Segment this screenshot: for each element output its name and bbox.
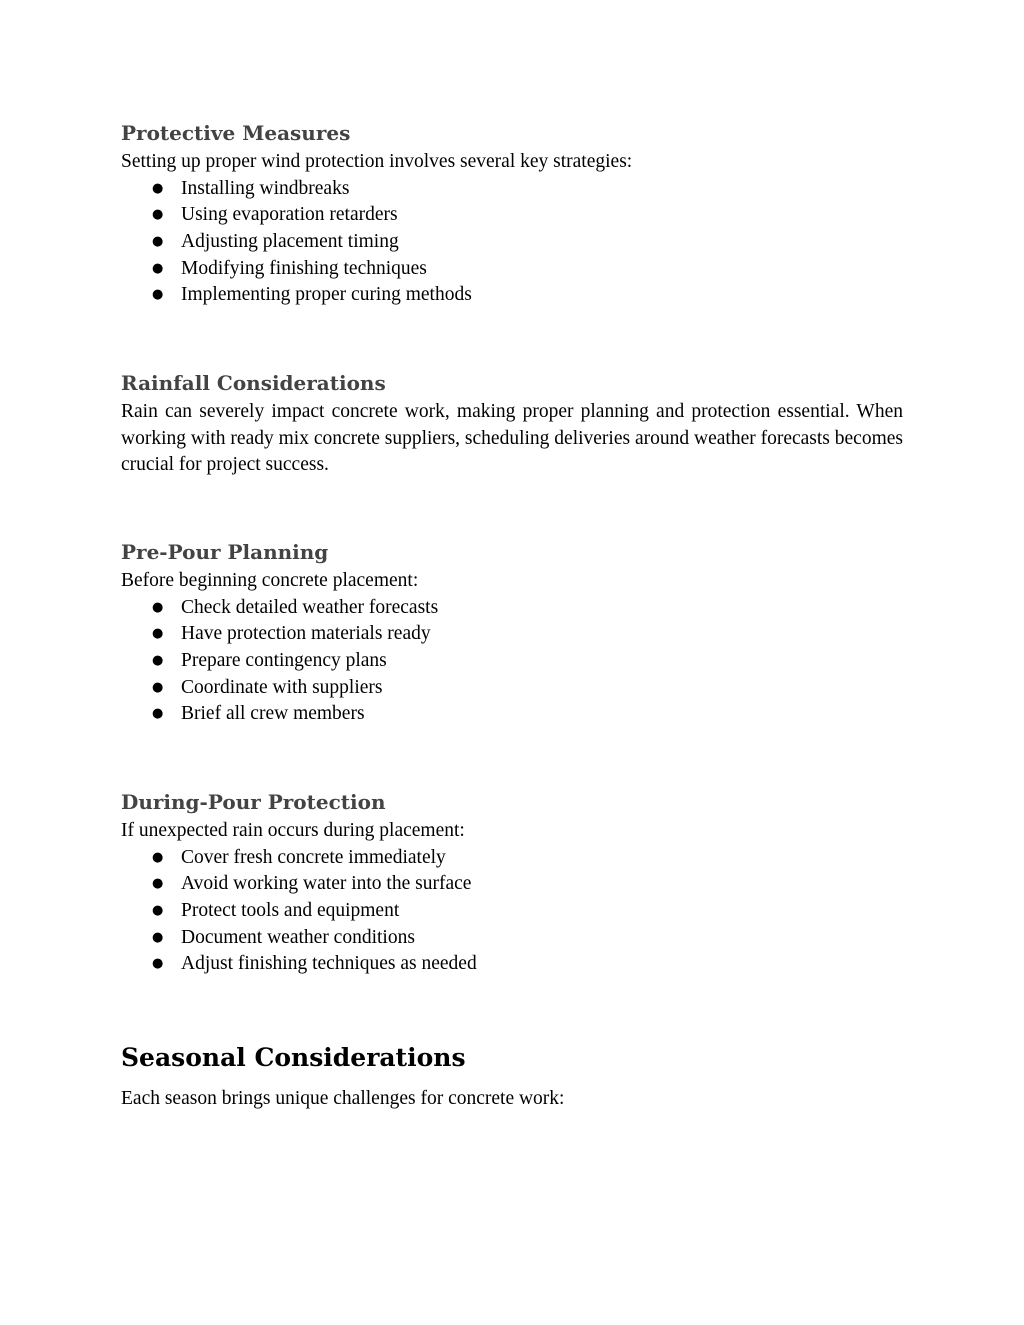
list-item-text: Modifying finishing techniques <box>181 257 427 279</box>
section-heading: Seasonal Considerations <box>121 1043 466 1072</box>
list-item-text: Coordinate with suppliers <box>181 676 383 698</box>
list-item <box>121 282 903 309</box>
list-item-text: Installing windbreaks <box>181 177 350 199</box>
section-intro: If unexpected rain occurs during placement: <box>121 820 465 841</box>
list-item <box>121 925 903 952</box>
bullet-list <box>121 595 903 729</box>
bullet-icon: ● <box>152 929 164 945</box>
list-item-text: Implementing proper curing methods <box>181 284 472 306</box>
list-item <box>121 595 903 622</box>
list-item-text: Using evaporation retarders <box>181 204 398 226</box>
bullet-icon: ● <box>152 233 164 249</box>
list-item <box>121 621 903 648</box>
list-item-text: Adjust finishing techniques as needed <box>181 953 477 975</box>
bullet-icon: ● <box>152 956 164 972</box>
bullet-list <box>121 176 903 310</box>
bullet-icon: ● <box>152 652 164 668</box>
bullet-icon: ● <box>152 287 164 303</box>
list-item <box>121 701 903 728</box>
list-item <box>121 648 903 675</box>
bullet-icon: ● <box>152 207 164 223</box>
bullet-list <box>121 845 903 979</box>
section-rainfall-considerations <box>121 369 903 479</box>
bullet-icon: ● <box>152 599 164 615</box>
list-item <box>121 176 903 203</box>
bullet-icon: ● <box>152 849 164 865</box>
list-item-text: Brief all crew members <box>181 703 365 725</box>
section-intro: Setting up proper wind protection involves several key strategies: <box>121 151 633 172</box>
bullet-icon: ● <box>152 260 164 276</box>
list-item <box>121 845 903 872</box>
bullet-icon: ● <box>152 180 164 196</box>
list-item <box>121 951 903 978</box>
section-protective-measures <box>121 119 903 309</box>
bullet-icon: ● <box>152 626 164 642</box>
section-intro: Before beginning concrete placement: <box>121 570 419 591</box>
list-item-text: Cover fresh concrete immediately <box>181 846 446 868</box>
section-during-pour-protection <box>121 788 903 978</box>
list-item-text: Document weather conditions <box>181 926 415 948</box>
list-item <box>121 256 903 283</box>
list-item <box>121 898 903 925</box>
section-heading: Pre-Pour Planning <box>121 540 329 564</box>
list-item-text: Have protection materials ready <box>181 623 431 645</box>
section-body: Rain can severely impact concrete work, making proper planning and protection essential. When working with ready mix concrete suppliers, scheduling deliveries around weather forecasts becomes crucial for project success. <box>121 401 903 475</box>
section-pre-pour-planning <box>121 538 903 728</box>
bullet-icon: ● <box>152 706 164 722</box>
list-item <box>121 229 903 256</box>
list-item <box>121 202 903 229</box>
list-item-text: Protect tools and equipment <box>181 899 400 921</box>
section-heading: Protective Measures <box>121 121 351 145</box>
list-item-text: Adjusting placement timing <box>181 230 399 252</box>
bullet-icon: ● <box>152 679 164 695</box>
section-intro: Each season brings unique challenges for concrete work: <box>121 1088 565 1109</box>
bullet-icon: ● <box>152 902 164 918</box>
section-heading: During-Pour Protection <box>121 790 386 814</box>
section-seasonal-considerations <box>121 1040 903 1113</box>
list-item <box>121 871 903 898</box>
list-item-text: Avoid working water into the surface <box>181 873 472 895</box>
list-item-text: Prepare contingency plans <box>181 649 387 671</box>
bullet-icon: ● <box>152 876 164 892</box>
list-item-text: Check detailed weather forecasts <box>181 596 439 618</box>
section-heading: Rainfall Considerations <box>121 371 386 395</box>
list-item <box>121 675 903 702</box>
